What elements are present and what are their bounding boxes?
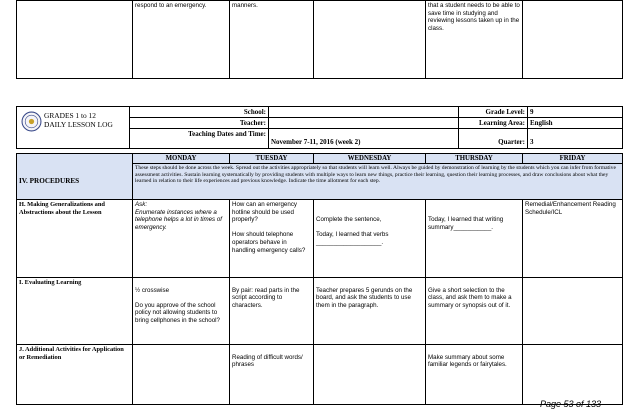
- header-info-table: [16, 106, 623, 149]
- grade-level-value: 9: [528, 107, 623, 118]
- page-number: Page 53 of 133: [540, 399, 602, 409]
- cell-i-wednesday: Teacher prepares 5 gerunds on the board, and ask the students to use them in the paragraph.: [314, 278, 426, 345]
- procedures-table: [16, 153, 623, 405]
- learning-area-value: English: [528, 118, 623, 129]
- quarter-value: 3: [528, 129, 623, 149]
- top-partial-table: [16, 0, 623, 79]
- cell-j-monday: [133, 345, 230, 405]
- cell-i-tuesday: By pair: read parts in the script according to characters.: [230, 278, 314, 345]
- row-label-generalizations: H. Making Generalizations and Abstractions about the Lesson: [17, 200, 133, 278]
- top-cell-monday: respond to an emergency.: [133, 1, 230, 79]
- days-header-blank: [17, 154, 133, 164]
- procedures-label: IV. PROCEDURES: [17, 164, 133, 200]
- row-label-additional: J. Additional Activities for Application or Remediation: [17, 345, 133, 405]
- cell-h-thursday: Today, I learned that writing summary___________.: [426, 200, 523, 278]
- cell-j-tuesday: Reading of difficult words/ phrases: [230, 345, 314, 405]
- day-header-thursday: THURSDAY: [426, 154, 523, 164]
- row-label-evaluating: I. Evaluating Learning: [17, 278, 133, 345]
- day-header-monday: MONDAY: [133, 154, 230, 164]
- cell-j-wednesday: [314, 345, 426, 405]
- day-header-tuesday: TUESDAY: [230, 154, 314, 164]
- top-cell-friday: [523, 1, 623, 79]
- cell-j-thursday: Make summary about some familiar legends or fairytales.: [426, 345, 523, 405]
- header-title-cell: [17, 107, 130, 149]
- top-cell-wednesday: [314, 1, 426, 79]
- cell-h-tuesday: How can an emergency hotline should be used properly? How should telephone operators behave in handling emergency calls?: [230, 200, 314, 278]
- quarter-label: Quarter:: [459, 129, 528, 149]
- daily-lesson-log-title: DAILY LESSON LOG: [44, 120, 113, 129]
- day-header-friday: FRIDAY: [523, 154, 623, 164]
- teacher-value: [269, 118, 459, 129]
- cell-i-monday: ½ crosswise Do you approve of the school policy not allowing students to bring cellphones in the school?: [133, 278, 230, 345]
- cell-h-monday: Ask: Enumerate instances where a telephone helps a lot in times of emergency.: [133, 200, 230, 278]
- cell-h-wednesday: Complete the sentence, Today, I learned that verbs ___________________.: [314, 200, 426, 278]
- teacher-label: Teacher:: [130, 118, 269, 129]
- top-cell-thursday: that a student needs to be able to save time in studying and reviewing lessons taken up in the class.: [426, 1, 523, 79]
- dates-label: Teaching Dates and Time:: [130, 129, 269, 149]
- dates-value: November 7-11, 2016 (week 2): [269, 129, 459, 149]
- cell-h-friday: Remedial/Enhancement Reading Schedule/ICL: [523, 200, 623, 278]
- top-cell-tuesday: manners.: [230, 1, 314, 79]
- procedures-note: These steps should be done across the week. Spread out the activities appropriately so that students will learn well. Always be guided by demonstration of learning by the students which you can infer from formative assessment activities. Sustain learning systematically by providing students with multiple ways to learn new things, practice their learning, question their learning processes, and draw conclusions about what they learned in relation to their life experiences and previous knowledge. Indicate the time allotment for each step.: [133, 164, 623, 200]
- grades-title: GRADES 1 to 12: [44, 111, 96, 120]
- school-value: [269, 107, 459, 118]
- grade-level-label: Grade Level:: [459, 107, 528, 118]
- school-label: School:: [130, 107, 269, 118]
- learning-area-label: Learning Area:: [459, 118, 528, 129]
- day-header-wednesday: WEDNESDAY: [314, 154, 426, 164]
- cell-i-thursday: Give a short selection to the class, and ask them to make a summary or synopsis out of it.: [426, 278, 523, 345]
- cell-i-friday: [523, 278, 623, 345]
- top-cell-label: [17, 1, 133, 79]
- cell-j-friday: [523, 345, 623, 405]
